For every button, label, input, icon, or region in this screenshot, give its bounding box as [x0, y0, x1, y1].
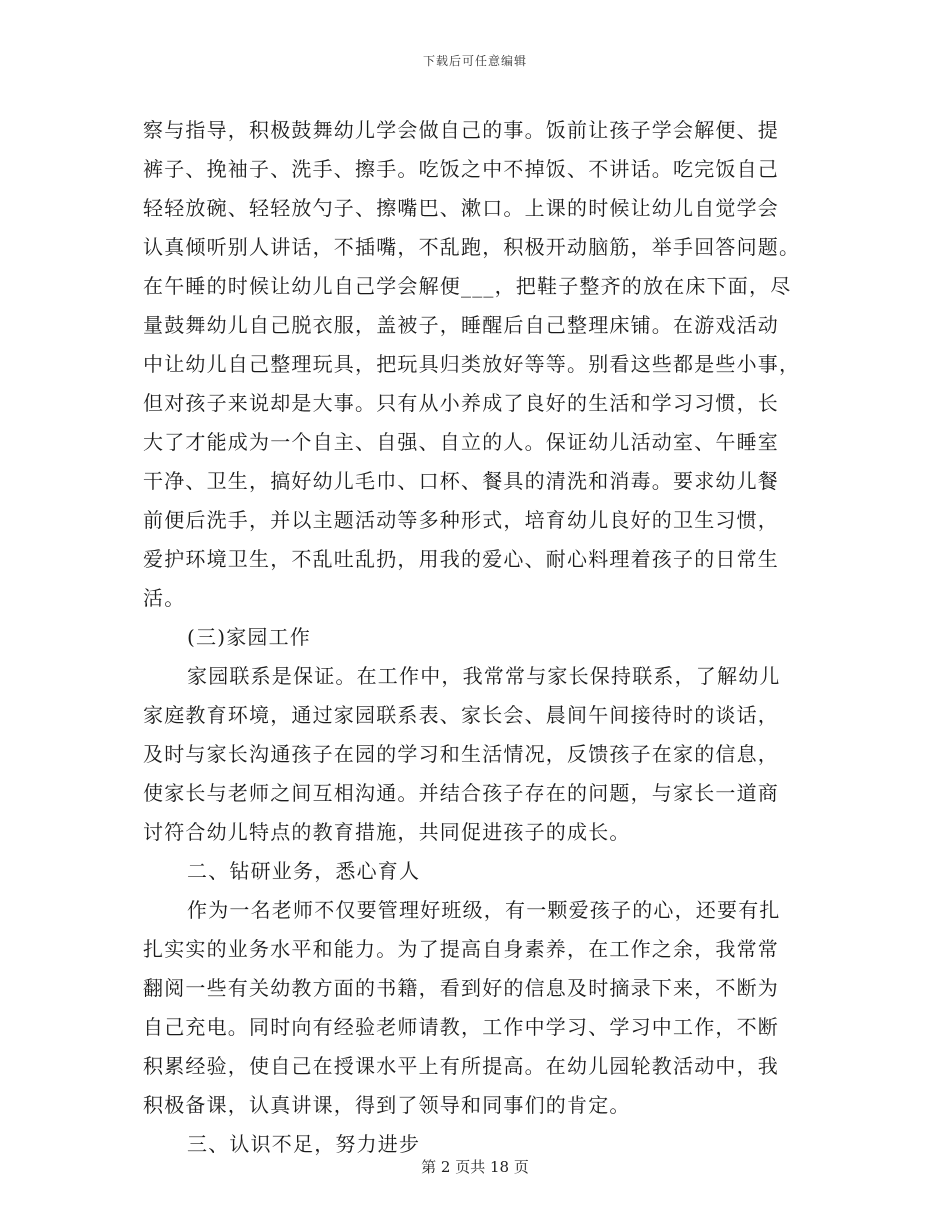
text-line: 作为一名老师不仅要管理好班级，有一颗爱孩子的心，还要有扎 — [187, 898, 781, 922]
text-line: (三)家园工作 — [187, 625, 312, 649]
text-line: 扎实实的业务水平和能力。为了提高自身素养，在工作之余，我常常 — [143, 937, 779, 961]
text-line: 在午睡的时候让幼儿自己学会解便___，把鞋子整齐的放在床下面，尽 — [143, 274, 792, 298]
document-body — [143, 111, 808, 1164]
text-line: 前便后洗手，并以主题活动等多种形式，培育幼儿良好的卫生习惯， — [143, 508, 779, 532]
text-line: 家园联系是保证。在工作中，我常常与家长保持联系，了解幼儿 — [187, 664, 781, 688]
text-line: 爱护环境卫生，不乱吐乱扔，用我的爱心、耐心料理着孩子的日常生 — [143, 547, 779, 571]
text-line: 使家长与老师之间互相沟通。并结合孩子存在的问题，与家长一道商 — [143, 781, 779, 805]
text-line: 积极备课，认真讲课，得到了领导和同事们的肯定。 — [143, 1093, 631, 1117]
text-line: 裤子、挽袖子、洗手、擦手。吃饭之中不掉饭、不讲话。吃完饭自己 — [143, 157, 779, 181]
text-line: 轻轻放碗、轻轻放勺子、擦嘴巴、漱口。上课的时候让幼儿自觉学会 — [143, 196, 779, 220]
text-line: 察与指导，积极鼓舞幼儿学会做自己的事。饭前让孩子学会解便、提 — [143, 118, 779, 142]
text-line: 量鼓舞幼儿自己脱衣服，盖被子，睡醒后自己整理床铺。在游戏活动 — [143, 313, 779, 337]
text-line: 自己充电。同时向有经验老师请教，工作中学习、学习中工作，不断 — [143, 1015, 779, 1039]
text-line: 积累经验，使自己在授课水平上有所提高。在幼儿园轮教活动中，我 — [143, 1054, 779, 1078]
text-line: 干净、卫生，搞好幼儿毛巾、口杯、餐具的清洗和消毒。要求幼儿餐 — [143, 469, 779, 493]
text-line: 认真倾听别人讲话，不插嘴，不乱跑，积极开动脑筋，举手回答问题。 — [143, 235, 801, 259]
text-line: 三、认识不足，努力进步 — [187, 1132, 421, 1156]
text-line: 中让幼儿自己整理玩具，把玩具归类放好等等。别看这些都是些小事， — [143, 352, 801, 376]
text-line: 大了才能成为一个自主、自强、自立的人。保证幼儿活动室、午睡室 — [143, 430, 779, 454]
page-footer: 第 2 页共 18 页 — [421, 1158, 529, 1176]
text-line: 家庭教育环境，通过家园联系表、家长会、晨间午间接待时的谈话， — [143, 703, 779, 727]
text-line: 及时与家长沟通孩子在园的学习和生活情况，反馈孩子在家的信息， — [143, 742, 779, 766]
page-header: 下载后可任意编辑 — [422, 54, 527, 68]
text-line: 但对孩子来说却是大事。只有从小养成了良好的生活和学习习惯，长 — [143, 391, 779, 415]
text-line: 讨符合幼儿特点的教育措施，共同促进孩子的成长。 — [143, 820, 631, 844]
text-line: 二、钻研业务，悉心育人 — [187, 859, 421, 883]
text-line: 活。 — [143, 586, 186, 610]
text-line: 翻阅一些有关幼教方面的书籍，看到好的信息及时摘录下来，不断为 — [143, 976, 779, 1000]
